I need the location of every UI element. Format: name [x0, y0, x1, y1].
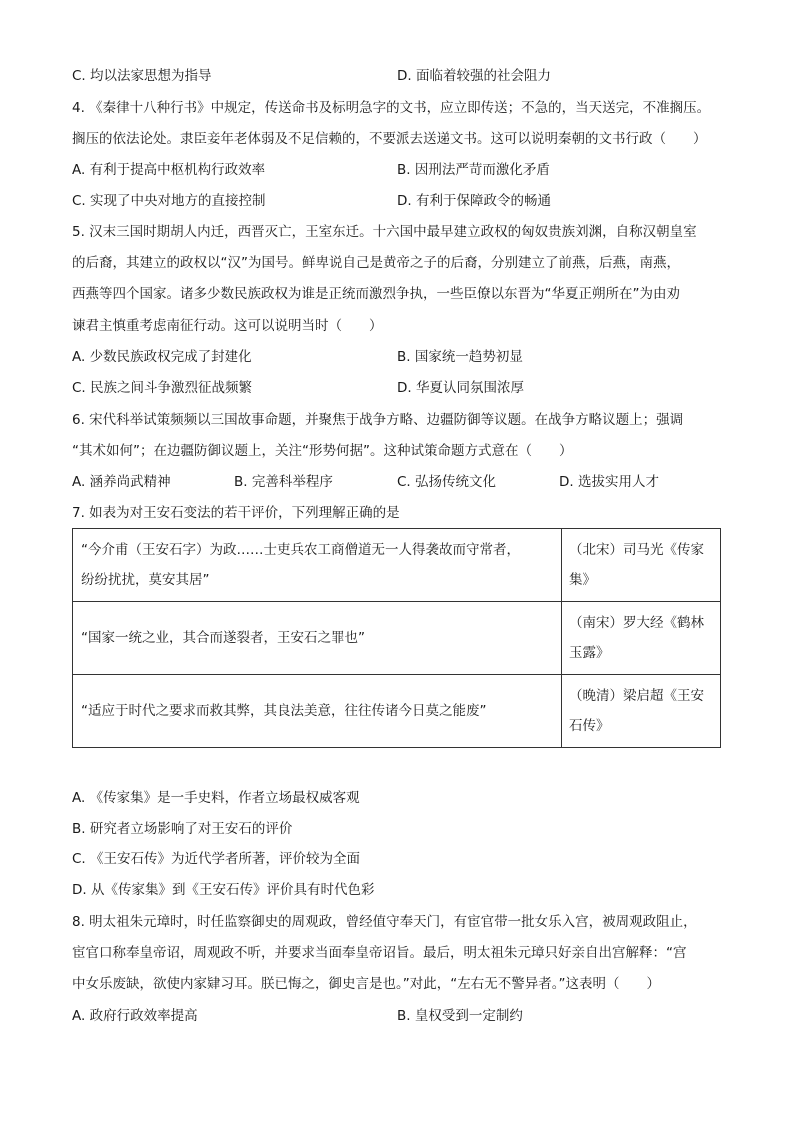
source-line: （晚清）梁启超《王安 [569, 688, 704, 704]
q6-option-a: A. 涵养尚武精神 [72, 474, 171, 490]
q6-option-d: D. 选拔实用人才 [559, 474, 659, 490]
q6-option-c: C. 弘扬传统文化 [397, 474, 497, 490]
q7-option-d: D. 从《传家集》到《王安石传》评价具有时代色彩 [72, 882, 375, 898]
source-cell [562, 529, 721, 602]
source-cell [562, 602, 721, 675]
table-row [73, 529, 721, 602]
table-row [73, 675, 721, 748]
q5-option-d: D. 华夏认同氛围浓厚 [397, 380, 524, 396]
q7-option-c: C. 《王安石传》为近代学者所著，评价较为全面 [72, 851, 361, 867]
quote-line: 纷纷扰扰，莫安其居” [81, 572, 210, 588]
quote-line: “今介甫（王安石字）为政……士吏兵农工商僧道无一人得袭故而守常者， [81, 542, 520, 558]
q6-option-b: B. 完善科举程序 [234, 474, 333, 490]
quote-line: “国家一统之业，其合而遂裂者，王安石之罪也” [81, 630, 365, 646]
table-row [73, 602, 721, 675]
q5-option-b: B. 国家统一趋势初显 [397, 349, 523, 365]
q4-option-c: C. 实现了中央对地方的直接控制 [72, 193, 266, 209]
q7-stem: 7. 如表为对王安石变法的若干评价，下列理解正确的是 [72, 505, 400, 521]
q5-option-a: A. 少数民族政权完成了封建化 [72, 349, 252, 365]
source-line: （北宋）司马光《传家 [569, 542, 704, 558]
q6-stem-line-2: “其术如何”；在边疆防御议题上，关注“形势何据”。这种试策命题方式意在（ ） [72, 443, 573, 459]
q4-option-b: B. 因刑法严苛而激化矛盾 [397, 162, 550, 178]
q3-option-d: D. 面临着较强的社会阻力 [397, 68, 551, 84]
source-line: 玉露》 [569, 645, 610, 661]
quote-cell [73, 602, 562, 675]
source-line: 石传》 [569, 718, 610, 734]
q8-stem-line-1: 8. 明太祖朱元璋时，时任监察御史的周观政，曾经值守奉天门，有宦官带一批女乐入宫，被周观政阻止， [72, 914, 697, 930]
q4-stem-line-2: 搁压的依法论处。隶臣妾年老体弱及不足信赖的，不要派去送递文书。这可以说明秦朝的文书行政（ ） [72, 131, 707, 147]
q7-option-b: B. 研究者立场影响了对王安石的评价 [72, 821, 293, 837]
quote-cell [73, 529, 562, 602]
source-cell [562, 675, 721, 748]
q3-option-c: C. 均以法家思想为指导 [72, 68, 212, 84]
q5-option-c: C. 民族之间斗争激烈征战频繁 [72, 380, 253, 396]
q4-option-a: A. 有利于提高中枢机构行政效率 [72, 162, 266, 178]
quote-cell [73, 675, 562, 748]
quote-line: “适应于时代之要求而救其弊，其良法美意，往往传诸今日莫之能废” [81, 703, 487, 719]
source-line: 集》 [569, 572, 596, 588]
evaluation-table [72, 528, 721, 748]
q6-stem-line-1: 6. 宋代科举试策频频以三国故事命题，并聚焦于战争方略、边疆防御等议题。在战争方略议题上；强调 [72, 412, 684, 428]
q5-stem-line-3: 西燕等四个国家。诸多少数民族政权为谁是正统而激烈争执，一些臣僚以东晋为“华夏正朔所在”为由劝 [72, 286, 680, 302]
q4-stem-line-1: 4. 《秦律十八种行书》中规定，传送命书及标明急字的文书，应立即传送；不急的，当天送完，不准搁压。 [72, 100, 711, 116]
q5-stem-line-2: 的后裔，其建立的政权以“汉”为国号。鲜卑说自己是黄帝之子的后裔，分别建立了前燕，后燕，南燕， [72, 255, 680, 271]
q5-stem-line-4: 谏君主慎重考虑南征行动。这可以说明当时（ ） [72, 318, 383, 334]
q4-option-d: D. 有利于保障政令的畅通 [397, 193, 551, 209]
q7-option-a: A. 《传家集》是一手史料，作者立场最权威客观 [72, 790, 360, 806]
q5-stem-line-1: 5. 汉末三国时期胡人内迁，西晋灭亡，王室东迁。十六国中最早建立政权的匈奴贵族刘渊，自称汉朝皇室 [72, 224, 697, 240]
q8-stem-line-3: 中女乐废缺，欲使内家肄习耳。朕已悔之，御史言是也。”对此，“左右无不警异者。”这表明（ ） [72, 976, 660, 992]
q8-option-b: B. 皇权受到一定制约 [397, 1008, 523, 1024]
source-line: （南宋）罗大经《鹤林 [569, 615, 704, 631]
q8-stem-line-2: 宦官口称奉皇帝诏，周观政不听，并要求当面奉皇帝诏旨。最后，明太祖朱元璋只好亲自出宫解释：“宫 [72, 945, 687, 961]
q8-option-a: A. 政府行政效率提高 [72, 1008, 198, 1024]
